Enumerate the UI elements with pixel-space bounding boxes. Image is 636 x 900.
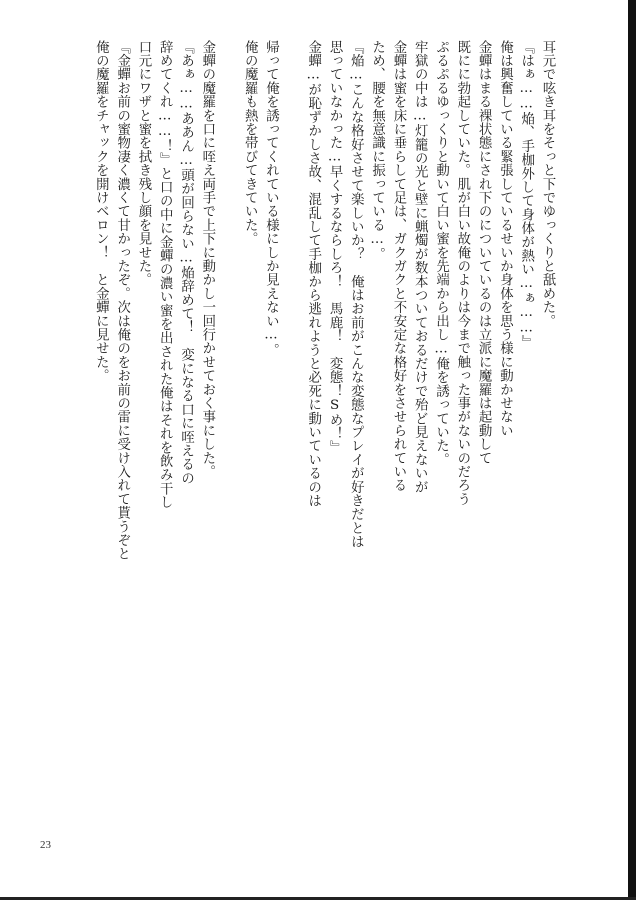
text-line: 金蟬…が恥ずかしさ故、混乱して手枷から逃れようと必死に動いているのは <box>305 40 321 508</box>
text-line: 耳元で呟き耳をそっと下でゆっくりと舐めた。 <box>540 40 555 328</box>
vertical-text-body <box>90 40 558 561</box>
text-line: 金蟬の魔羅を口に咥え両手で上下に動かし一回行かせておく事にした。 <box>199 40 215 479</box>
text-line: ぷるぷるゆっくりと動いて白い蜜を先端から出し…俺を誘っていた。 <box>433 40 449 467</box>
page-edge-shadow <box>628 0 636 900</box>
text-line: 辞めてくれ……！』と口の中に金蟬の濃い蜜を出された俺はそれを飲み干し <box>157 40 173 509</box>
text-line: 『焔…こんな格好させて楽しいか？ 俺はお前がこんな変態なプレイが好きだとは <box>348 40 364 549</box>
text-line: 既にに勃起していた。肌が白い故俺のよりは今まで触った事がないのだろう <box>454 40 470 506</box>
text-line: 金蟬は蜜を床に垂らして足は、ガクガクと不安定な格好をさせられている <box>390 40 406 493</box>
text-line: 『はぁ……焔、手枷外して身体が熱い…ぁ……』 <box>518 40 534 350</box>
text-line: 『あぁ……ああん…頭が回らない…焔辞めて！ 変になる口に咥えるの <box>178 40 194 485</box>
text-line: 思っていなかった…早くするならしろ！ 馬鹿！ 変態！Sめ！』 <box>327 40 343 455</box>
text-line: 俺の魔羅をチャックを開けベロン！ と金蟬に見せた。 <box>93 40 109 383</box>
text-line: 帰って俺を誘ってくれている様にしか見えない…。 <box>263 40 279 357</box>
text-line: 俺は興奮している緊張しているせいか身体を思う様に動かせない <box>497 40 513 438</box>
text-line: 牢獄の中は…灯籠の光と壁に蝋燭が数本ついておるだけで殆ど見えないが <box>412 40 428 494</box>
text-line: 金蟬はまる裸状態にされ下のについているのは立派に魔羅は起動して <box>476 40 492 465</box>
page-number: 23 <box>40 839 51 851</box>
text-line: 『金蟬お前の蜜物凄く濃くて甘かったぞ。次は俺のをお前の雷に受け入れて貰うぞと <box>114 40 130 561</box>
text-line: ため、腰を無意識に振っている…。 <box>369 40 385 261</box>
text-line: 口元にワザと蜜を拭き残し顔を見せた。 <box>135 40 151 287</box>
text-line: 俺の魔羅も熱を帯びてきていた。 <box>242 40 258 246</box>
